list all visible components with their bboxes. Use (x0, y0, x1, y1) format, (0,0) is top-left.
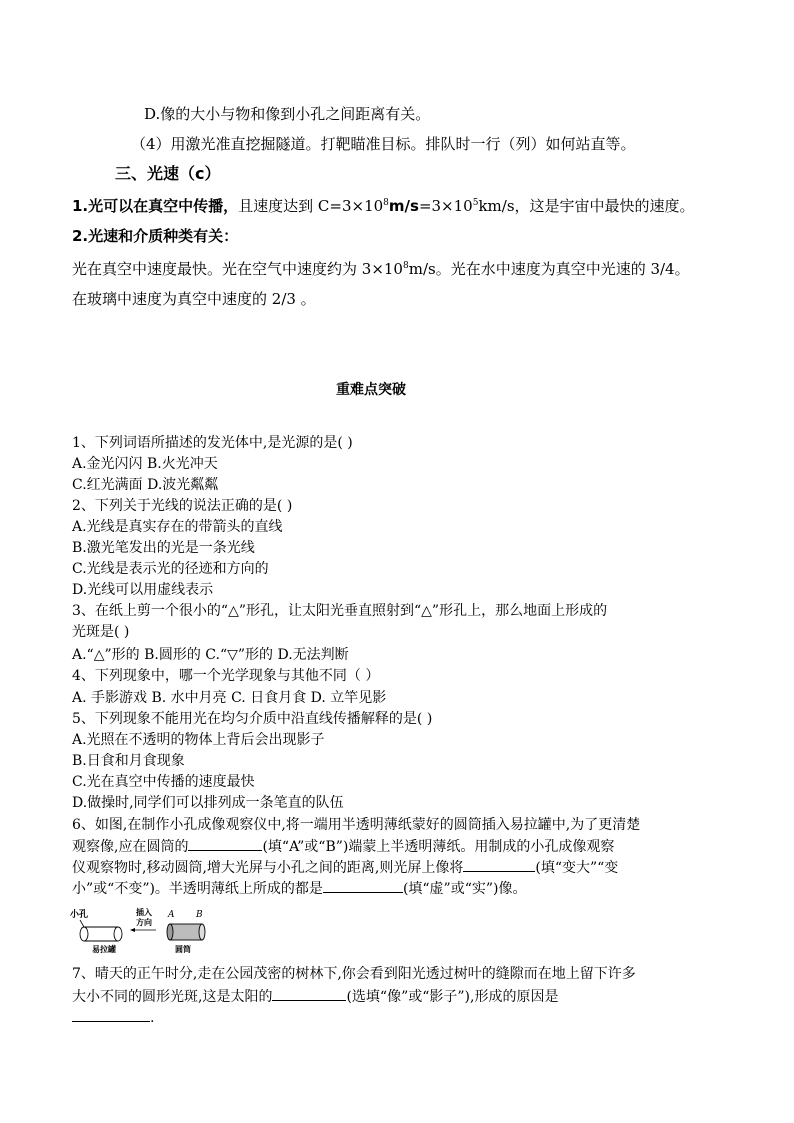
label-tube: 圆筒 (175, 945, 191, 954)
question-7-line-2 (72, 986, 558, 1007)
tube-body (170, 924, 202, 940)
label-a: A (168, 910, 175, 920)
answer-blank-q7-reason[interactable] (72, 1007, 150, 1022)
point-1-d: km/s，这是宇宙中最快的速度。 (478, 197, 695, 215)
question-5-option-a: A.光照在不透明的物体上背后会出现影子 (72, 732, 325, 748)
question-7-line-3 (72, 1007, 154, 1028)
point-1-exp1: 8 (383, 198, 389, 208)
can-left-end (80, 927, 88, 941)
question-6-line-3 (72, 857, 618, 878)
question-6-line-2 (72, 836, 614, 857)
answer-blank-q6-image-size[interactable] (463, 857, 535, 872)
point-1-b: m/s (388, 197, 419, 215)
option-d: D.像的大小与物和像到小孔之间距离有关。 (144, 105, 431, 123)
paragraph-2: 在玻璃中速度为真空中速度的 2/3 。 (72, 290, 316, 308)
tube-end-a (167, 924, 173, 940)
answer-blank-q6-image-type[interactable] (323, 878, 403, 893)
question-1-options-cd: C.红光满面 D.波光粼粼 (72, 477, 219, 493)
application-item-4: （4）用激光准直挖掘隧道。打靶瞄准目标。排队时一行（列）如何站直等。 (131, 135, 636, 153)
label-pinhole: 小孔 (70, 910, 89, 920)
insert-arrow-head (130, 928, 135, 932)
question-6-line-4-b: (填“虚”或“实”)像。 (402, 881, 527, 897)
label-b: B (196, 910, 203, 920)
question-3-line-2: 光斑是( ) (72, 624, 130, 640)
point-1-a: 且速度达到 C=3×10 (238, 197, 384, 215)
question-2-option-b: B.激光笔发出的光是一条光线 (72, 540, 255, 556)
question-7-line-2-b: (选填“像”或“影子”),形成的原因是 (346, 989, 559, 1005)
question-6-line-3-a: 仪观察物时,移动圆筒,增大光屏与小孔之间的距离,则光屏上像将 (72, 860, 464, 876)
question-6-line-3-b: (填“变大”“变 (535, 860, 619, 876)
question-6-line-1: 6、如图,在制作小孔成像观察仪中,将一端用半透明薄纸蒙好的圆筒插入易拉罐中,为了更清楚 (72, 817, 641, 833)
question-5: 5、下列现象不能用光在均匀介质中沿直线传播解释的是( ) (72, 711, 433, 727)
question-3-options: A.“△”形的 B.圆形的 C.“▽”形的 D.无法判断 (72, 647, 349, 663)
question-5-option-d: D.做操时,同学们可以排列成一条笔直的队伍 (72, 795, 344, 811)
paragraph-1-a: 光在真空中速度最快。光在空气中速度约为 3×10 (72, 260, 403, 278)
point-2: 2.光速和介质种类有关： (72, 227, 239, 245)
label-direction: 方向 (136, 918, 152, 927)
question-7-line-1: 7、晴天的正午时分,走在公园茂密的树林下,你会看到阳光透过树叶的缝隙而在地上留下许多 (72, 966, 636, 982)
point-1 (72, 196, 695, 216)
section-heading: 三、光速（c） (115, 164, 221, 183)
question-6-line-2-b: (填“A”或“B”)端蒙上半透明薄纸。用制成的小孔成像观察 (262, 839, 615, 855)
tube-end-b (199, 924, 205, 940)
question-7-line-2-a: 大小不同的圆形光斑,这是太阳的 (72, 989, 273, 1005)
question-2-option-a: A.光线是真实存在的带箭头的直线 (72, 519, 283, 535)
question-4-options: A. 手影游戏 B. 水中月亮 C. 日食月食 D. 立竿见影 (72, 690, 387, 706)
question-6-line-2-a: 观察像,应在圆筒的 (72, 839, 189, 855)
question-5-option-b: B.日食和月食现象 (72, 753, 185, 769)
paragraph-1-b: m/s。光在水中速度为真空中光速的 3/4。 (408, 260, 690, 278)
label-insert: 插入 (136, 908, 152, 917)
question-7-period: . (150, 1010, 155, 1026)
pinhole-pointer-line (80, 920, 84, 927)
point-1-c: =3×10 (418, 197, 473, 215)
question-1-options-ab: A.金光闪闪 B.火光冲天 (72, 456, 218, 472)
pinhole-camera-diagram (70, 905, 220, 955)
question-3-line-1: 3、在纸上剪一个很小的“△”形孔，让太阳光垂直照射到“△”形孔上，那么地面上形成的 (72, 603, 608, 619)
question-2: 2、下列关于光线的说法正确的是( ) (72, 498, 293, 514)
question-1: 1、下列词语所描述的发光体中,是光源的是( ) (72, 435, 353, 451)
point-1-exp2: 5 (472, 198, 479, 208)
question-6-line-4-a: 小”或“不变”)。半透明薄纸上所成的都是 (72, 881, 323, 897)
paragraph-1 (72, 259, 690, 279)
question-2-option-d: D.光线可以用虚线表示 (72, 582, 214, 598)
question-4: 4、下列现象中，哪一个光学现象与其他不同（ ） (72, 668, 380, 684)
can-right-end (114, 927, 122, 941)
question-6-line-4 (72, 878, 527, 899)
label-can: 易拉罐 (92, 945, 116, 954)
question-5-option-c: C.光在真空中传播的速度最快 (72, 774, 255, 790)
question-2-option-c: C.光线是表示光的径迹和方向的 (72, 561, 269, 577)
answer-blank-q7-image[interactable] (272, 986, 346, 1001)
page-title: 重难点突破 (336, 382, 406, 398)
paragraph-1-exp: 8 (402, 261, 409, 271)
point-1-bold: 1.光可以在真空中传播， (72, 197, 239, 215)
answer-blank-q6-end[interactable] (188, 836, 262, 851)
